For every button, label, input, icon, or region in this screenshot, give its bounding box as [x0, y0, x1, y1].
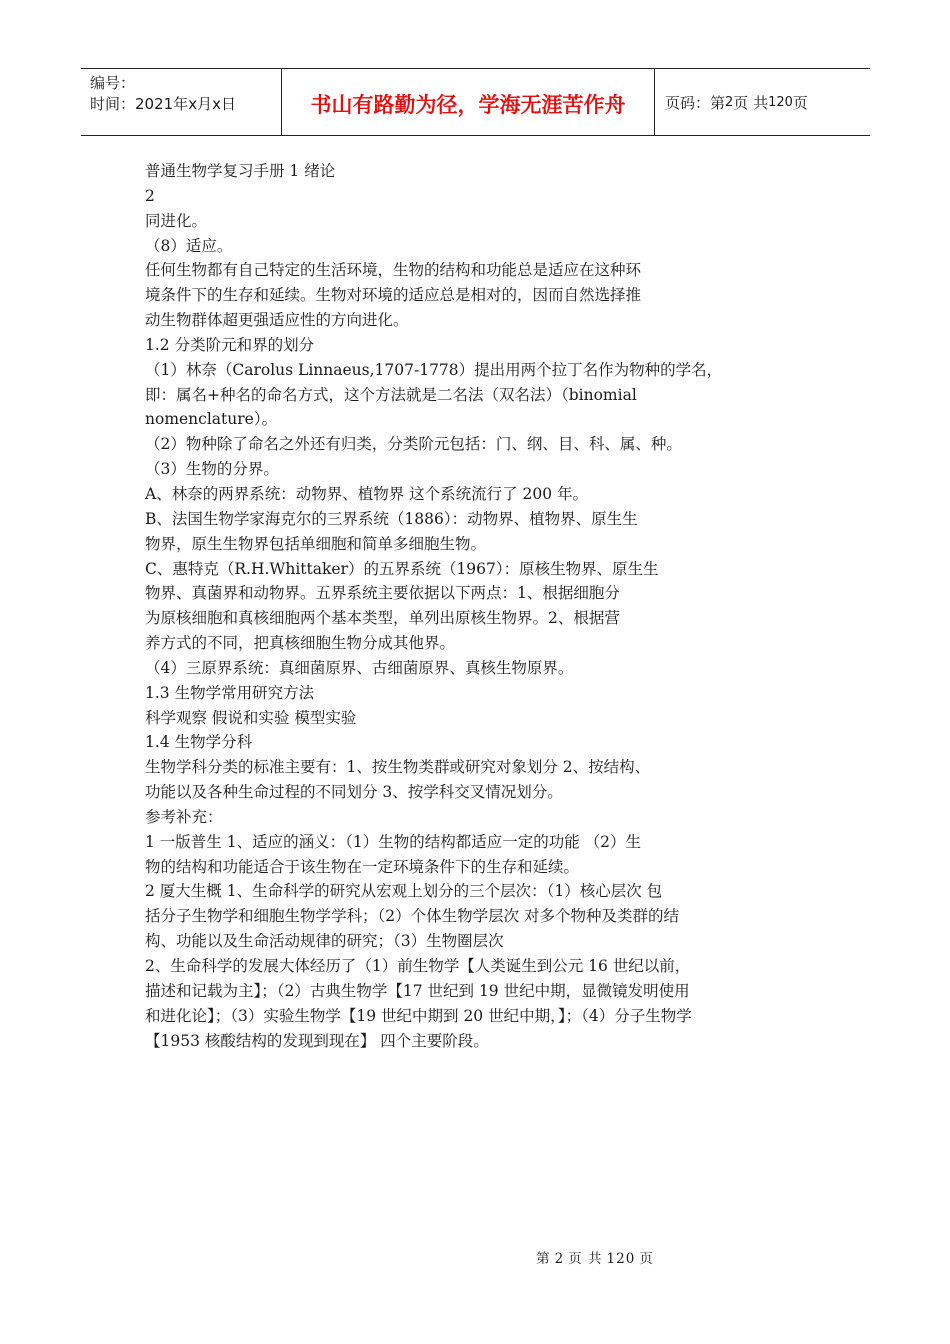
- text-line: 2 厦大生概 1、生命科学的研究从宏观上划分的三个层次：（1）核心层次 包: [145, 882, 663, 901]
- text-line: 1 一版普生 1、适应的涵义：（1）生物的结构都适应一定的功能 （2）生: [145, 832, 641, 851]
- time-label: 时间：: [90, 95, 136, 113]
- text-line: 科学观察 假说和实验 模型实验: [145, 708, 357, 727]
- text-line: 任何生物都有自己特定的生活环境，生物的结构和功能总是适应在这种环: [145, 261, 642, 280]
- text-line: （1）林奈（Carolus Linnaeus,1707-1778）提出用两个拉丁名作为物种的学名，: [145, 360, 723, 379]
- text-line: 【1953 核酸结构的发现到现在】 四个主要阶段。: [145, 1031, 489, 1050]
- page-header: [81, 68, 870, 136]
- page-total: 120: [768, 94, 793, 110]
- text-line: 1.4 生物学分科: [145, 733, 253, 752]
- footer-suffix: 页: [639, 1251, 654, 1267]
- text-line: （4）三原界系统：真细菌原界、古细菌原界、真核生物原界。: [145, 658, 574, 677]
- page-current: 2: [725, 94, 734, 110]
- text-line: B、法国生物学家海克尔的三界系统（1886）：动物界、植物界、原生生: [145, 509, 638, 528]
- text-line: 1.3 生物学常用研究方法: [145, 683, 315, 702]
- page-footer: [0, 1247, 950, 1267]
- text-line: 描述和记载为主】；（2）古典生物学【17 世纪到 19 世纪中期，显微镜发明使用: [145, 981, 690, 1000]
- text-line: 物的结构和功能适合于该生物在一定环境条件下的生存和延续。: [145, 857, 580, 876]
- text-line: （3）生物的分界。: [145, 460, 279, 479]
- text-line: 括分子生物学和细胞生物学学科；（2）个体生物学层次 对多个物种及类群的结: [145, 907, 680, 926]
- text-line: 物界、真菌界和动物界。五界系统主要依据以下两点：1、根据细胞分: [145, 584, 620, 603]
- text-line: 普通生物学复习手册 1 绪论: [145, 162, 336, 180]
- text-line: （2）物种除了命名之外还有归类，分类阶元包括：门、纲、目、科、属、种。: [145, 435, 682, 454]
- footer-mid: 页 共: [568, 1251, 603, 1267]
- page-mid: 页 共: [733, 93, 769, 112]
- page-end: 页: [792, 93, 808, 112]
- header-meta: [81, 69, 282, 135]
- text-line: 境条件下的生存和延续。生物对环境的适应总是相对的，因而自然选择推: [145, 286, 642, 305]
- document-number-label: 编号：: [90, 74, 136, 92]
- text-line: nomenclature）。: [145, 410, 278, 429]
- text-line: （8）适应。: [145, 236, 233, 255]
- text-line: C、惠特克（R.H.Whittaker）的五界系统（1967）：原核生物界、原生生: [145, 559, 659, 578]
- text-line: 生物学科分类的标准主要有：1、按生物类群或研究对象划分 2、按结构、: [145, 758, 651, 777]
- page-label: 页码：第: [665, 93, 726, 112]
- time-value: 2021年x月x日: [135, 95, 236, 113]
- text-line: 2、生命科学的发展大体经历了（1）前生物学【人类诞生到公元 16 世纪以前，: [145, 957, 691, 975]
- text-line: 即：属名+种名的命名方式，这个方法就是二名法（双名法）（binomial: [145, 385, 637, 404]
- footer-prefix: 第: [536, 1251, 551, 1267]
- text-line: 2: [145, 186, 155, 205]
- text-line: 同进化。: [145, 211, 208, 230]
- text-line: 动生物群体超更强适应性的方向进化。: [145, 311, 409, 330]
- text-line: 构、功能以及生命活动规律的研究；（3）生物圈层次: [145, 932, 504, 951]
- header-page-info: [655, 69, 870, 135]
- text-line: 1.2 分类阶元和界的划分: [145, 335, 315, 354]
- text-line: 养方式的不同，把真核细胞生物分成其他界。: [145, 634, 456, 653]
- text-line: 功能以及各种生命过程的不同划分 3、按学科交叉情况划分。: [145, 783, 563, 802]
- text-line: 为原核细胞和真核细胞两个基本类型，单列出原核生物界。2、根据营: [145, 609, 620, 628]
- text-line: 和进化论】；（3）实验生物学【19 世纪中期到 20 世纪中期，】；（4）分子生物学: [145, 1006, 692, 1025]
- document-body: [145, 159, 785, 1053]
- footer-total: 120: [606, 1251, 636, 1267]
- text-line: 物界，原生生物界包括单细胞和简单多细胞生物。: [145, 534, 487, 553]
- header-motto: 书山有路勤为径，学海无涯苦作舟: [282, 69, 655, 135]
- text-line: 参考补充：: [145, 807, 223, 826]
- footer-current: 2: [554, 1251, 565, 1267]
- text-line: A、林奈的两界系统：动物界、植物界 这个系统流行了 200 年。: [145, 484, 589, 503]
- document-time: [90, 94, 281, 115]
